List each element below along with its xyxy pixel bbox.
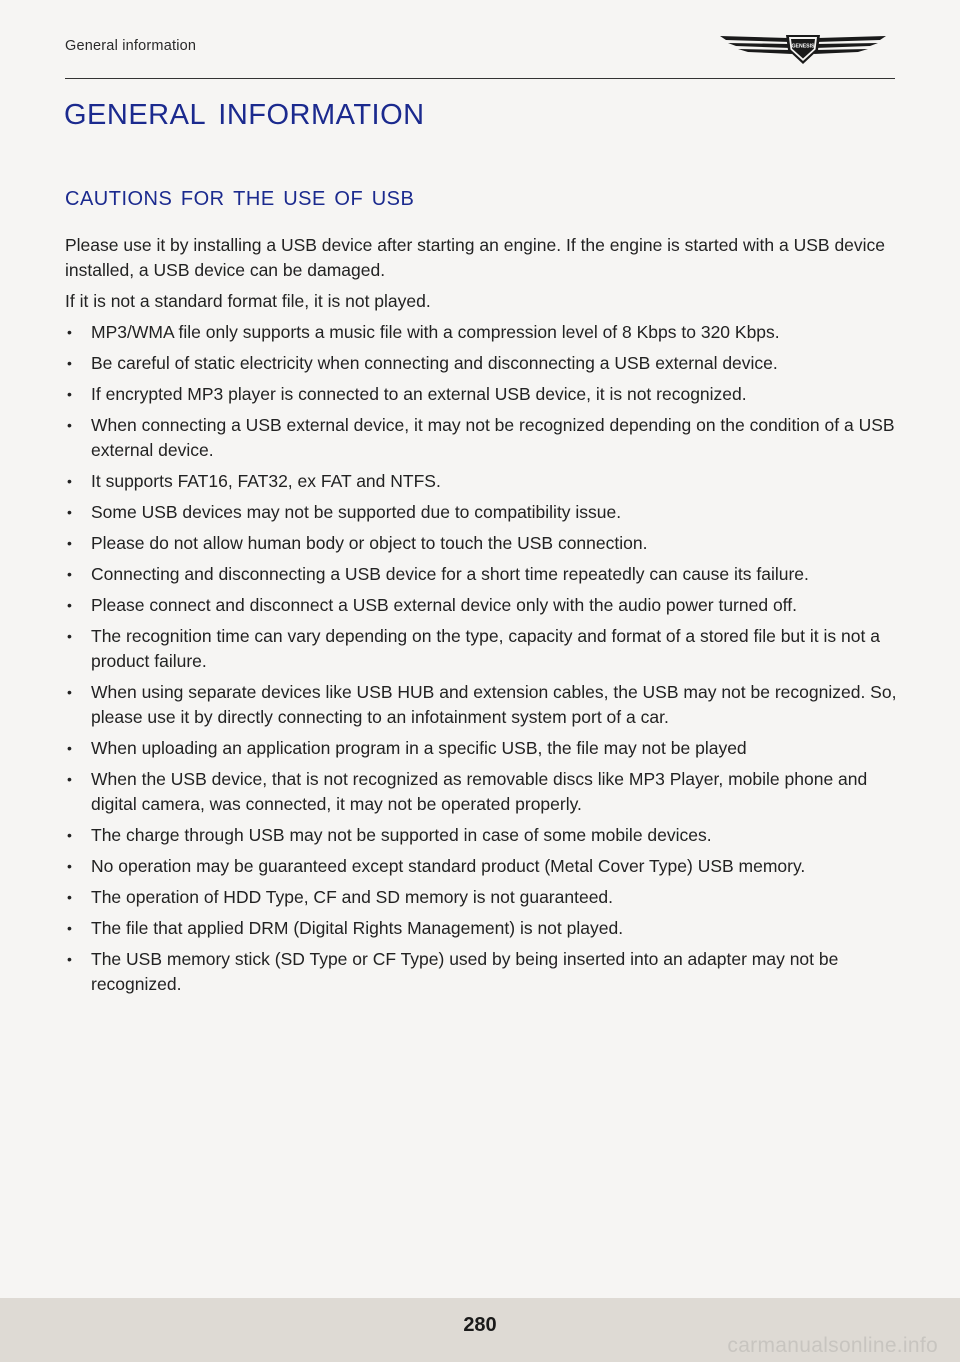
logo-wordmark: GENESIS [791,43,815,50]
list-item-text: The operation of HDD Type, CF and SD memory is not guaranteed. [91,887,614,907]
list-item-text: No operation may be guaranteed except standard product (Metal Cover Type) USB memory. [91,856,806,876]
list-item [65,736,900,761]
bullet-icon: • [67,889,72,905]
bullet-icon: • [67,417,72,433]
list-item [65,916,900,941]
list-item [65,413,900,463]
list-item-text: When the USB device, that is not recognized as removable discs like MP3 Player, mobile phone and digital camera, was connected, it may not be operated properly. [91,769,868,814]
bullet-icon: • [67,740,72,756]
list-item [65,382,900,407]
header-divider [65,78,895,79]
bullet-icon: • [67,827,72,843]
section-title: cautions for the use of usb [65,180,415,212]
bullet-icon: • [67,628,72,644]
list-item [65,593,900,618]
bullet-icon: • [67,535,72,551]
list-item [65,351,900,376]
list-item-text: When uploading an application program in a specific USB, the file may not be played [91,738,747,758]
list-item [65,562,900,587]
list-item-text: Connecting and disconnecting a USB device for a short time repeatedly can cause its failure. [91,564,809,584]
list-item-text: The file that applied DRM (Digital Rights Management) is not played. [91,918,624,938]
bullet-icon: • [67,920,72,936]
bullet-icon: • [67,386,72,402]
list-item [65,469,900,494]
bullet-icon: • [67,324,72,340]
list-item-text: Some USB devices may not be supported due to compatibility issue. [91,502,622,522]
bullet-icon: • [67,355,72,371]
list-item [65,500,900,525]
bullet-icon: • [67,597,72,613]
intro-paragraph: Please use it by installing a USB device after starting an engine. If the engine is started with a USB device installed, a USB device can be damaged. [65,235,886,280]
list-item [65,624,900,674]
section-body [65,233,900,1003]
watermark: carmanualsonline.info [727,1334,938,1357]
list-item [65,823,900,848]
list-item [65,320,900,345]
list-item-text: When using separate devices like USB HUB and extension cables, the USB may not be recognized. So, please use it by directly connecting to an infotainment system port of a car. [91,682,897,727]
list-item-text: The charge through USB may not be supported in case of some mobile devices. [91,825,712,845]
caution-list [65,320,900,997]
list-item [65,680,900,730]
bullet-icon: • [67,771,72,787]
page-title: general information [64,86,425,133]
list-item-text: The USB memory stick (SD Type or CF Type) used by being inserted into an adapter may not be recognized. [91,949,839,994]
list-item [65,854,900,879]
genesis-logo [718,28,888,68]
list-item-text: The recognition time can vary depending on the type, capacity and format of a stored file but it is not a product failure. [91,626,880,671]
list-item-text: MP3/WMA file only supports a music file with a compression level of 8 Kbps to 320 Kbps. [91,322,780,342]
bullet-icon: • [67,951,72,967]
bullet-icon: • [67,858,72,874]
running-header: General information [65,38,197,54]
bullet-icon: • [67,473,72,489]
list-item-text: Please do not allow human body or object to touch the USB connection. [91,533,648,553]
list-item-text: When connecting a USB external device, it may not be recognized depending on the condition of a USB external device. [91,415,895,460]
list-item-text: Be careful of static electricity when connecting and disconnecting a USB external device. [91,353,778,373]
list-item-text: If encrypted MP3 player is connected to an external USB device, it is not recognized. [91,384,747,404]
page-number: 280 [463,1314,497,1336]
list-item [65,947,900,997]
list-item-text: Please connect and disconnect a USB external device only with the audio power turned off. [91,595,797,615]
list-item [65,767,900,817]
bullet-icon: • [67,684,72,700]
intro-paragraph: If it is not a standard format file, it is not played. [65,291,431,311]
list-item-text: It supports FAT16, FAT32, ex FAT and NTFS. [91,471,441,491]
bullet-icon: • [67,566,72,582]
bullet-icon: • [67,504,72,520]
list-item [65,885,900,910]
list-item [65,531,900,556]
